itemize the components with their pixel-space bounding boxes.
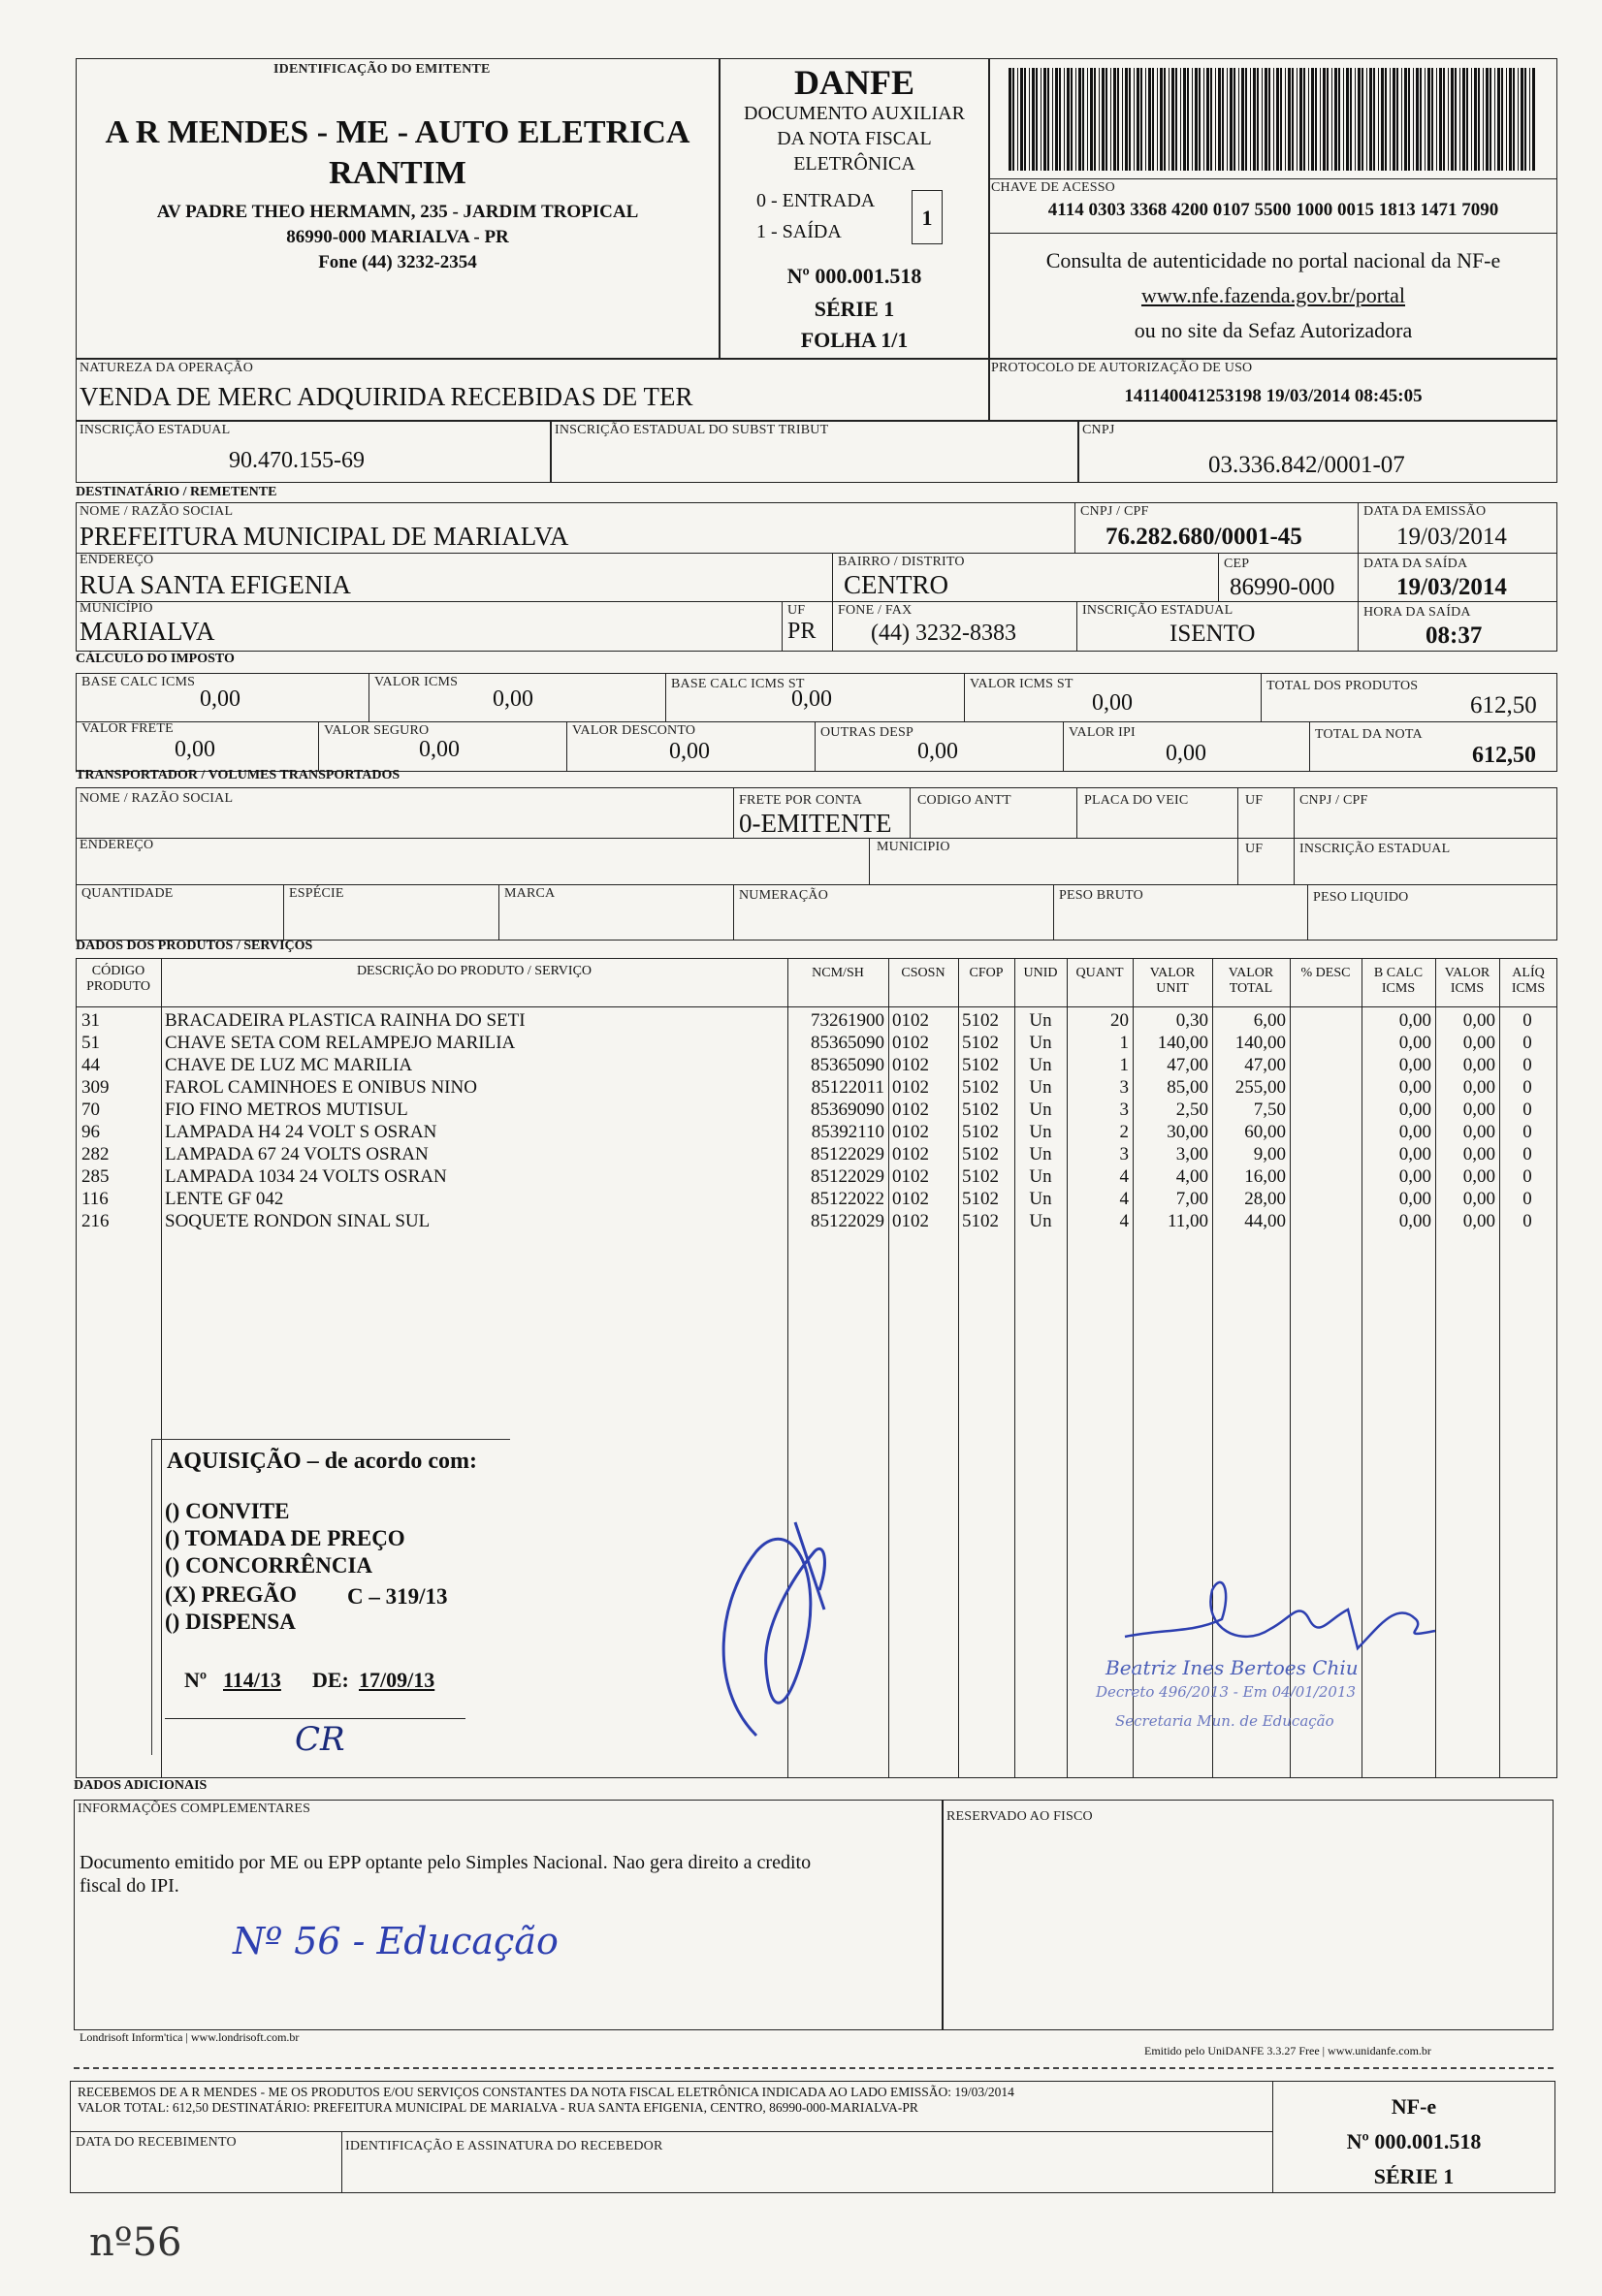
cell-ncm: 73261900 [811, 1010, 884, 1031]
info-box [74, 1800, 943, 2030]
cell-vtotal: 28,00 [1244, 1189, 1286, 1209]
danfe-tipo-box: 1 [912, 190, 943, 244]
stamp-pregao: (X) PREGÃO [165, 1582, 298, 1607]
col-descricao: DESCRIÇÃO DO PRODUTO / SERVIÇO [356, 964, 593, 978]
cell-vtotal: 255,00 [1234, 1077, 1286, 1098]
cell-aliq: 0 [1522, 1100, 1532, 1120]
stamp-de: 17/09/13 [359, 1668, 435, 1692]
transp-ie-label: INSCRIÇÃO ESTADUAL [1299, 842, 1451, 856]
cell-quant: 4 [1119, 1211, 1129, 1231]
cell-aliq: 0 [1522, 1189, 1532, 1209]
cell-desc [1290, 1009, 1362, 1032]
stamp-initials: CR [295, 1720, 345, 1759]
dest-fone: (44) 3232-8383 [871, 621, 1016, 646]
dest-emissao-label: DATA DA EMISSÃO [1363, 504, 1487, 519]
dest-bairro: CENTRO [844, 570, 948, 599]
cell-vicms: 0,00 [1462, 1211, 1495, 1231]
dest-municipio: MARIALVA [80, 617, 215, 646]
valor-st: 0,00 [1092, 690, 1133, 716]
signature-stamp-2: Decreto 496/2013 - Em 04/01/2013 [1096, 1683, 1357, 1701]
dest-cnpj: 76.282.680/0001-45 [1105, 524, 1302, 550]
frete: 0,00 [175, 737, 215, 762]
col-vtotal: VALOR TOTAL [1228, 966, 1274, 996]
cell-vicms: 0,00 [1462, 1033, 1495, 1053]
dest-uf-label: UF [787, 603, 806, 618]
cell-descricao: SOQUETE RONDON SINAL SUL [165, 1211, 431, 1231]
cell-cfop: 5102 [962, 1077, 999, 1098]
cell-csosn: 0102 [892, 1166, 929, 1187]
col-desc: % DESC [1300, 966, 1351, 980]
cell-ncm: 85122029 [811, 1166, 884, 1187]
transp-endereco-label: ENDEREÇO [80, 838, 154, 852]
cell-codigo: 51 [81, 1033, 100, 1053]
cell-vunit: 0,30 [1175, 1010, 1208, 1031]
danfe-subtitle-3: ELETRÔNICA [793, 153, 915, 175]
cell-codigo: 116 [81, 1189, 109, 1209]
emitente-phone: Fone (44) 3232-2354 [318, 252, 477, 272]
ie-label: INSCRIÇÃO ESTADUAL [80, 423, 231, 437]
cell-quant: 2 [1119, 1122, 1129, 1142]
cell-aliq: 0 [1522, 1144, 1532, 1164]
cell-bcalc: 0,00 [1398, 1055, 1431, 1075]
transp-cnpj-label: CNPJ / CPF [1299, 793, 1368, 808]
cnpj-emit-value: 03.336.842/0001-07 [1208, 452, 1405, 478]
transp-peso-bruto-label: PESO BRUTO [1059, 888, 1143, 903]
canhoto-numero: Nº 000.001.518 [1346, 2129, 1482, 2153]
cell-vtotal: 9,00 [1253, 1144, 1286, 1164]
table-row [78, 1076, 1555, 1099]
transp-marca-label: MARCA [504, 886, 556, 901]
valor-icms: 0,00 [493, 686, 533, 712]
valor-icms-label: VALOR ICMS [374, 675, 459, 689]
canhoto-text-2: VALOR TOTAL: 612,50 DESTINATÁRIO: PREFEITURA MUNICIPAL DE MARIALVA - RUA SANTA EFIGENIA, CENTRO, 86990-000-MARIALVA-PR [78, 2100, 918, 2115]
ie-st-label: INSCRIÇÃO ESTADUAL DO SUBST TRIBUT [555, 423, 829, 437]
dest-cnpj-label: CNPJ / CPF [1080, 504, 1149, 519]
transp-municipio-label: MUNICIPIO [877, 840, 950, 854]
cell-aliq: 0 [1522, 1166, 1532, 1187]
canhoto-data-label: DATA DO RECEBIMENTO [76, 2135, 237, 2150]
cell-desc [1290, 1054, 1362, 1076]
base-st: 0,00 [791, 686, 832, 712]
cell-ncm: 85122011 [811, 1077, 884, 1098]
table-row [78, 1099, 1555, 1121]
cell-quant: 20 [1110, 1010, 1129, 1031]
cell-bcalc: 0,00 [1398, 1166, 1431, 1187]
stamp-concorrencia: () CONCORRÊNCIA [165, 1553, 373, 1578]
emitente-label: IDENTIFICAÇÃO DO EMITENTE [273, 62, 491, 77]
protocolo-label: PROTOCOLO DE AUTORIZAÇÃO DE USO [991, 361, 1253, 375]
dest-endereco: RUA SANTA EFIGENIA [80, 570, 351, 599]
cell-descricao: BRACADEIRA PLASTICA RAINHA DO SETI [165, 1010, 526, 1031]
cell-ncm: 85122029 [811, 1144, 884, 1164]
cell-vunit: 140,00 [1157, 1033, 1208, 1053]
cell-vtotal: 140,00 [1234, 1033, 1286, 1053]
dest-cep-label: CEP [1224, 557, 1250, 571]
cell-aliq: 0 [1522, 1033, 1532, 1053]
cell-unid: Un [1029, 1144, 1052, 1164]
cell-aliq: 0 [1522, 1010, 1532, 1031]
col-cfop: CFOP [969, 966, 1004, 980]
outras: 0,00 [917, 739, 958, 764]
stamp-dispensa: () DISPENSA [165, 1610, 296, 1634]
transp-placa-label: PLACA DO VEIC [1084, 793, 1189, 808]
natureza-label: NATUREZA DA OPERAÇÃO [80, 361, 254, 375]
cell-vicms: 0,00 [1462, 1189, 1495, 1209]
seguro: 0,00 [419, 737, 460, 762]
emitente-cep-city: 86990-000 MARIALVA - PR [286, 227, 509, 247]
danfe-serie: SÉRIE 1 [814, 297, 895, 321]
cnpj-emit-label: CNPJ [1082, 423, 1115, 437]
danfe-folha: FOLHA 1/1 [800, 328, 909, 352]
total-prod-label: TOTAL DOS PRODUTOS [1266, 679, 1419, 693]
cell-aliq: 0 [1522, 1122, 1532, 1142]
transp-peso-liquido-label: PESO LIQUIDO [1313, 890, 1409, 905]
cell-vtotal: 60,00 [1244, 1122, 1286, 1142]
total-nota: 612,50 [1472, 743, 1536, 768]
cell-vicms: 0,00 [1462, 1055, 1495, 1075]
barcode [1009, 68, 1540, 171]
info-text-2: fiscal do IPI. [80, 1875, 179, 1897]
cell-cfop: 5102 [962, 1211, 999, 1231]
danfe-subtitle-2: DA NOTA FISCAL [777, 128, 932, 149]
cell-csosn: 0102 [892, 1077, 929, 1098]
chave-label: CHAVE DE ACESSO [991, 180, 1115, 195]
cell-desc [1290, 1210, 1362, 1232]
transp-quantidade-label: QUANTIDADE [81, 886, 174, 901]
seguro-label: VALOR SEGURO [324, 723, 430, 738]
cell-vunit: 85,00 [1167, 1077, 1208, 1098]
danfe-subtitle-1: DOCUMENTO AUXILIAR [744, 103, 965, 124]
col-csosn: CSOSN [901, 966, 945, 980]
cell-ncm: 85365090 [811, 1055, 884, 1075]
dest-endereco-label: ENDEREÇO [80, 553, 154, 567]
cell-quant: 3 [1119, 1100, 1129, 1120]
cell-aliq: 0 [1522, 1055, 1532, 1075]
cell-bcalc: 0,00 [1398, 1077, 1431, 1098]
cell-codigo: 282 [81, 1144, 110, 1164]
stamp-title: AQUISIÇÃO – de acordo com: [167, 1449, 477, 1474]
dest-bairro-label: BAIRRO / DISTRITO [838, 555, 965, 569]
canhoto-text-1: RECEBEMOS DE A R MENDES - ME OS PRODUTOS E/OU SERVIÇOS CONSTANTES DA NOTA FISCAL ELETRÔNICA INDICADA AO LADO EMISSÃO: 19/03/2014 [78, 2085, 1014, 2099]
cell-cfop: 5102 [962, 1055, 999, 1075]
cell-ncm: 85365090 [811, 1033, 884, 1053]
base-icms: 0,00 [200, 686, 240, 712]
dest-saida: 19/03/2014 [1396, 574, 1507, 600]
cell-csosn: 0102 [892, 1100, 929, 1120]
cell-cfop: 5102 [962, 1100, 999, 1120]
bottom-handwritten: nº56 [89, 2220, 182, 2265]
danfe-title: DANFE [794, 63, 914, 102]
cell-vicms: 0,00 [1462, 1122, 1495, 1142]
cell-ncm: 85392110 [811, 1122, 884, 1142]
cell-bcalc: 0,00 [1398, 1211, 1431, 1231]
cell-vicms: 0,00 [1462, 1077, 1495, 1098]
ipi: 0,00 [1166, 741, 1206, 766]
cell-quant: 1 [1119, 1033, 1129, 1053]
cell-vtotal: 7,50 [1253, 1100, 1286, 1120]
cut-line [74, 2067, 1554, 2069]
col-aliq: ALÍQ ICMS [1511, 966, 1546, 996]
cell-descricao: FAROL CAMINHOES E ONIBUS NINO [165, 1077, 477, 1098]
imposto-section: CÁLCULO DO IMPOSTO [76, 652, 235, 666]
dest-nome: PREFEITURA MUNICIPAL DE MARIALVA [80, 522, 569, 551]
cell-vicms: 0,00 [1462, 1144, 1495, 1164]
ipi-label: VALOR IPI [1069, 725, 1136, 740]
danfe-saida: 1 - SAÍDA [756, 221, 842, 242]
cell-quant: 4 [1119, 1189, 1129, 1209]
dest-hora: 08:37 [1426, 622, 1483, 649]
cell-bcalc: 0,00 [1398, 1122, 1431, 1142]
cell-codigo: 44 [81, 1055, 100, 1075]
transp-uf2-label: UF [1245, 842, 1264, 856]
cell-unid: Un [1029, 1189, 1052, 1209]
col-unid: UNID [1023, 966, 1058, 980]
cell-unid: Un [1029, 1122, 1052, 1142]
cell-descricao: LAMPADA H4 24 VOLT S OSRAN [165, 1122, 437, 1142]
table-row [78, 1121, 1555, 1143]
stamp-pregao-ref: C – 319/13 [347, 1584, 448, 1609]
cell-desc [1290, 1032, 1362, 1054]
valor-st-label: VALOR ICMS ST [970, 677, 1073, 691]
info-text-1: Documento emitido por ME ou EPP optante pelo Simples Nacional. Nao gera direito a credito [80, 1852, 812, 1873]
cell-vunit: 2,50 [1175, 1100, 1208, 1120]
cell-descricao: CHAVE DE LUZ MC MARILIA [165, 1055, 413, 1075]
cell-desc [1290, 1099, 1362, 1121]
cell-quant: 3 [1119, 1077, 1129, 1098]
cell-unid: Un [1029, 1077, 1052, 1098]
canhoto-assinatura-label: IDENTIFICAÇÃO E ASSINATURA DO RECEBEDOR [345, 2139, 663, 2153]
col-codigo: CÓDIGO PRODUTO [86, 964, 150, 994]
cell-quant: 1 [1119, 1055, 1129, 1075]
cell-cfop: 5102 [962, 1033, 999, 1053]
canhoto-nfe: NF-e [1391, 2094, 1437, 2119]
cell-vtotal: 16,00 [1244, 1166, 1286, 1187]
ie-value: 90.470.155-69 [229, 448, 365, 473]
frete-label: VALOR FRETE [81, 721, 174, 736]
dest-fone-label: FONE / FAX [838, 603, 913, 618]
cell-csosn: 0102 [892, 1033, 929, 1053]
cell-codigo: 216 [81, 1211, 110, 1231]
emitente-name: A R MENDES - ME - AUTO ELETRICA [105, 114, 690, 150]
cell-unid: Un [1029, 1010, 1052, 1031]
cell-vunit: 30,00 [1167, 1122, 1208, 1142]
cell-csosn: 0102 [892, 1144, 929, 1164]
consulta-text: Consulta de autenticidade no portal nacional da NF-e [1045, 248, 1501, 272]
transp-frete-label: FRETE POR CONTA [739, 793, 863, 808]
cell-desc [1290, 1076, 1362, 1099]
cell-ncm: 85122029 [811, 1211, 884, 1231]
transp-antt-label: CODIGO ANTT [917, 793, 1011, 808]
cell-vunit: 11,00 [1167, 1211, 1208, 1231]
col-ncm: NCM/SH [812, 966, 864, 980]
cell-csosn: 0102 [892, 1122, 929, 1142]
items-table-wrap [78, 1009, 1555, 1232]
info-handwritten: Nº 56 - Educação [233, 1920, 559, 1962]
cell-bcalc: 0,00 [1398, 1100, 1431, 1120]
cell-cfop: 5102 [962, 1122, 999, 1142]
cell-descricao: FIO FINO METROS MUTISUL [165, 1100, 408, 1120]
fisco-label: RESERVADO AO FISCO [946, 1809, 1093, 1824]
cell-quant: 3 [1119, 1144, 1129, 1164]
desconto-label: VALOR DESCONTO [572, 723, 696, 738]
dest-saida-label: DATA DA SAÍDA [1363, 557, 1468, 571]
col-bcalc: B CALC ICMS [1373, 966, 1424, 996]
base-st-label: BASE CALC ICMS ST [671, 677, 805, 691]
cell-codigo: 309 [81, 1077, 110, 1098]
consulta-sefaz: ou no site da Sefaz Autorizadora [1134, 318, 1413, 342]
stamp-tomada: () TOMADA DE PREÇO [165, 1526, 405, 1550]
transp-nome-label: NOME / RAZÃO SOCIAL [80, 791, 234, 806]
destinatario-section: DESTINATÁRIO / REMETENTE [76, 485, 277, 499]
cell-unid: Un [1029, 1100, 1052, 1120]
cell-unid: Un [1029, 1211, 1052, 1231]
cell-desc [1290, 1143, 1362, 1165]
stamp-de-label: DE: [312, 1668, 349, 1692]
cell-desc [1290, 1188, 1362, 1210]
cell-ncm: 85369090 [811, 1100, 884, 1120]
total-prod: 612,50 [1470, 692, 1537, 718]
cell-csosn: 0102 [892, 1055, 929, 1075]
protocolo-value: 141140041253198 19/03/2014 08:45:05 [1124, 386, 1423, 406]
col-vicms: VALOR ICMS [1444, 966, 1490, 996]
base-icms-label: BASE CALC ICMS [81, 675, 196, 689]
table-row [78, 1009, 1555, 1032]
danfe-numero: Nº 000.001.518 [786, 264, 922, 288]
cell-cfop: 5102 [962, 1189, 999, 1209]
cell-vtotal: 47,00 [1244, 1055, 1286, 1075]
col-quant: QUANT [1075, 966, 1124, 980]
cell-vunit: 4,00 [1175, 1166, 1208, 1187]
consulta-link[interactable]: www.nfe.fazenda.gov.br/portal [1140, 283, 1406, 307]
cell-vunit: 47,00 [1167, 1055, 1208, 1075]
cell-codigo: 70 [81, 1100, 100, 1120]
cell-quant: 4 [1119, 1166, 1129, 1187]
cell-codigo: 96 [81, 1122, 100, 1142]
col-vunit: VALOR UNIT [1149, 966, 1196, 996]
table-row [78, 1054, 1555, 1076]
footer-left: Londrisoft Inform'tica | www.londrisoft.com.br [80, 2030, 300, 2044]
transportador-section: TRANSPORTADOR / VOLUMES TRANSPORTADOS [76, 768, 400, 782]
cell-cfop: 5102 [962, 1010, 999, 1031]
transp-numeracao-label: NUMERAÇÃO [739, 888, 829, 903]
chave-value: 4114 0303 3368 4200 0107 5500 1000 0015 1813 1471 7090 [1047, 200, 1499, 220]
stamp-num: 114/13 [223, 1668, 281, 1692]
cell-bcalc: 0,00 [1398, 1189, 1431, 1209]
outras-label: OUTRAS DESP [820, 725, 913, 740]
cell-vicms: 0,00 [1462, 1010, 1495, 1031]
cell-vicms: 0,00 [1462, 1166, 1495, 1187]
cell-codigo: 31 [81, 1010, 100, 1031]
dest-ie: ISENTO [1169, 621, 1256, 647]
dest-uf: PR [787, 619, 817, 644]
dest-cep: 86990-000 [1230, 574, 1335, 600]
table-row [78, 1032, 1555, 1054]
cell-vunit: 7,00 [1175, 1189, 1208, 1209]
cell-aliq: 0 [1522, 1077, 1532, 1098]
emitente-address: AV PADRE THEO HERMAMN, 235 - JARDIM TROPICAL [156, 202, 639, 222]
items-table [78, 1009, 1555, 1232]
transp-especie-label: ESPÉCIE [289, 886, 344, 901]
cell-cfop: 5102 [962, 1144, 999, 1164]
cell-bcalc: 0,00 [1398, 1144, 1431, 1164]
table-row [78, 1143, 1555, 1165]
transp-uf-label: UF [1245, 793, 1264, 808]
table-row [78, 1210, 1555, 1232]
cell-cfop: 5102 [962, 1166, 999, 1187]
cell-vicms: 0,00 [1462, 1100, 1495, 1120]
cell-ncm: 85122022 [811, 1189, 884, 1209]
cell-vunit: 3,00 [1175, 1144, 1208, 1164]
cell-descricao: LAMPADA 1034 24 VOLTS OSRAN [165, 1166, 447, 1187]
canhoto-serie: SÉRIE 1 [1373, 2164, 1455, 2188]
footer-right: Emitido pelo UniDANFE 3.3.27 Free | www.unidanfe.com.br [1144, 2044, 1431, 2057]
dest-hora-label: HORA DA SAÍDA [1363, 605, 1471, 620]
dest-emissao: 19/03/2014 [1396, 524, 1507, 550]
dest-municipio-label: MUNICÍPIO [80, 601, 153, 616]
cell-codigo: 285 [81, 1166, 110, 1187]
signature-stamp-1: Beatriz Ines Bertoes Chiu [1105, 1656, 1359, 1679]
cell-csosn: 0102 [892, 1010, 929, 1031]
cell-bcalc: 0,00 [1398, 1010, 1431, 1031]
adicionais-section: DADOS ADICIONAIS [74, 1778, 208, 1793]
danfe-entrada: 0 - ENTRADA [756, 190, 876, 211]
desconto: 0,00 [669, 739, 710, 764]
cell-bcalc: 0,00 [1398, 1033, 1431, 1053]
cell-descricao: LENTE GF 042 [165, 1189, 284, 1209]
cell-aliq: 0 [1522, 1211, 1532, 1231]
signature-stamp-3: Secretaria Mun. de Educação [1115, 1712, 1334, 1730]
cell-descricao: CHAVE SETA COM RELAMPEJO MARILIA [165, 1033, 516, 1053]
stamp-convite: () CONVITE [165, 1499, 290, 1523]
produtos-section: DADOS DOS PRODUTOS / SERVIÇOS [76, 939, 313, 953]
cell-csosn: 0102 [892, 1189, 929, 1209]
cell-desc [1290, 1165, 1362, 1188]
total-nota-label: TOTAL DA NOTA [1315, 727, 1423, 742]
natureza-value: VENDA DE MERC ADQUIRIDA RECEBIDAS DE TER [80, 382, 693, 411]
cell-unid: Un [1029, 1033, 1052, 1053]
dest-nome-label: NOME / RAZÃO SOCIAL [80, 504, 234, 519]
table-row [78, 1188, 1555, 1210]
dest-ie-label: INSCRIÇÃO ESTADUAL [1082, 603, 1234, 618]
info-label: INFORMAÇÕES COMPLEMENTARES [78, 1802, 311, 1816]
table-row [78, 1165, 1555, 1188]
cell-vtotal: 6,00 [1253, 1010, 1286, 1031]
cell-vtotal: 44,00 [1244, 1211, 1286, 1231]
cell-unid: Un [1029, 1166, 1052, 1187]
fisco-box [943, 1800, 1554, 2030]
cell-unid: Un [1029, 1055, 1052, 1075]
transp-frete: 0-EMITENTE [739, 809, 892, 838]
cell-csosn: 0102 [892, 1211, 929, 1231]
stamp-num-label: Nº [184, 1668, 208, 1692]
cell-desc [1290, 1121, 1362, 1143]
cell-descricao: LAMPADA 67 24 VOLTS OSRAN [165, 1144, 429, 1164]
signature-mark [698, 1493, 892, 1765]
emitente-name-2: RANTIM [329, 155, 466, 191]
